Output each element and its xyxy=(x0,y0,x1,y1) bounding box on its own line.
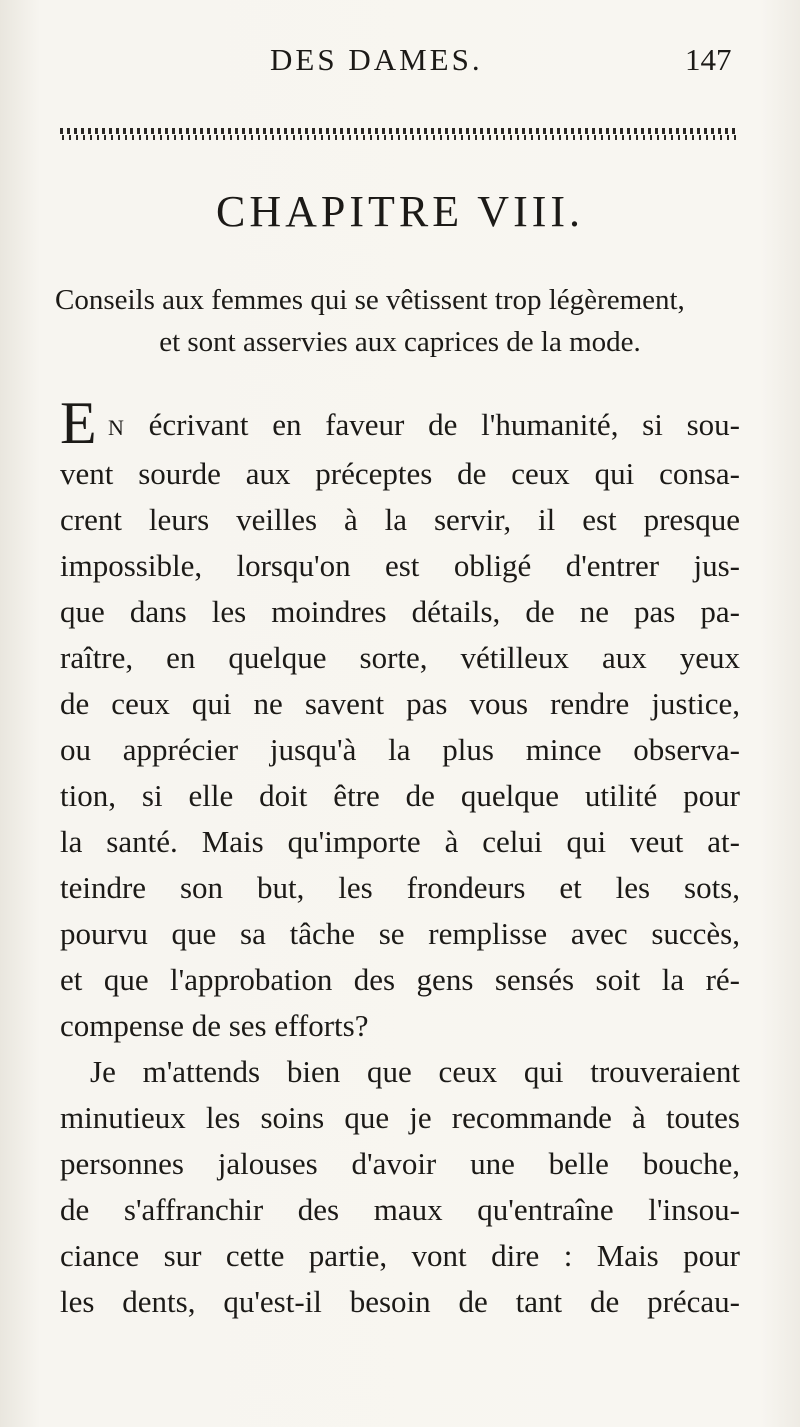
paragraph-2-line: Je m'attends bien que ceux qui trouveraient xyxy=(90,1054,740,1089)
paragraph-1-line-1-text: écrivant en faveur de l'humanité, si sou- xyxy=(148,407,740,442)
drop-cap: E xyxy=(60,390,97,456)
paragraph-1-line: pourvu que sa tâche se remplisse avec succès, xyxy=(60,916,740,951)
paragraph-1-line: teindre son but, les frondeurs et les sots, xyxy=(60,870,740,905)
paragraph-2-line: personnes jalouses d'avoir une belle bouche, xyxy=(60,1146,740,1181)
paragraph-1-line: que dans les moindres détails, de ne pas pa- xyxy=(60,594,740,629)
page-number: 147 xyxy=(685,42,732,77)
page-header xyxy=(0,38,800,88)
paragraph-2-line: de s'affranchir des maux qu'entraîne l'insou- xyxy=(60,1192,740,1227)
paragraph-1-last-line: compense de ses efforts? xyxy=(60,1008,369,1043)
chapter-subtitle-line-1: Conseils aux femmes qui se vêtissent trop légèrement, xyxy=(55,284,685,316)
paragraph-2-line: minutieux les soins que je recommande à toutes xyxy=(60,1100,740,1135)
ornamental-rule xyxy=(60,128,738,142)
running-head: DES DAMES. xyxy=(270,42,483,77)
paragraph-1-line: tion, si elle doit être de quelque utilité pour xyxy=(60,778,740,813)
chapter-subtitle-line-2: et sont asservies aux caprices de la mode. xyxy=(159,326,641,358)
paragraph-1-line: et que l'approbation des gens sensés soit la ré- xyxy=(60,962,740,997)
paragraph-1-line: vent sourde aux préceptes de ceux qui consa- xyxy=(60,456,740,491)
chapter-title: CHAPITRE VIII. xyxy=(215,187,585,236)
paragraph-1-line: crent leurs veilles à la servir, il est presque xyxy=(60,502,740,537)
paragraph-1-line: de ceux qui ne savent pas vous rendre justice, xyxy=(60,686,740,721)
drop-cap-rest: N xyxy=(108,415,125,440)
paragraph-1-line: impossible, lorsqu'on est obligé d'entrer jus- xyxy=(60,548,740,583)
paragraph-2-line: ciance sur cette partie, vont dire : Mais pour xyxy=(60,1238,740,1273)
paragraph-1-line-1 xyxy=(60,390,740,456)
paragraph-1-line: la santé. Mais qu'importe à celui qui veut at- xyxy=(60,824,740,859)
paragraph-2-line: les dents, qu'est-il besoin de tant de précau- xyxy=(60,1284,740,1319)
paragraph-1-line: ou apprécier jusqu'à la plus mince observa- xyxy=(60,732,740,767)
paragraph-1-line: raître, en quelque sorte, vétilleux aux yeux xyxy=(60,640,740,675)
